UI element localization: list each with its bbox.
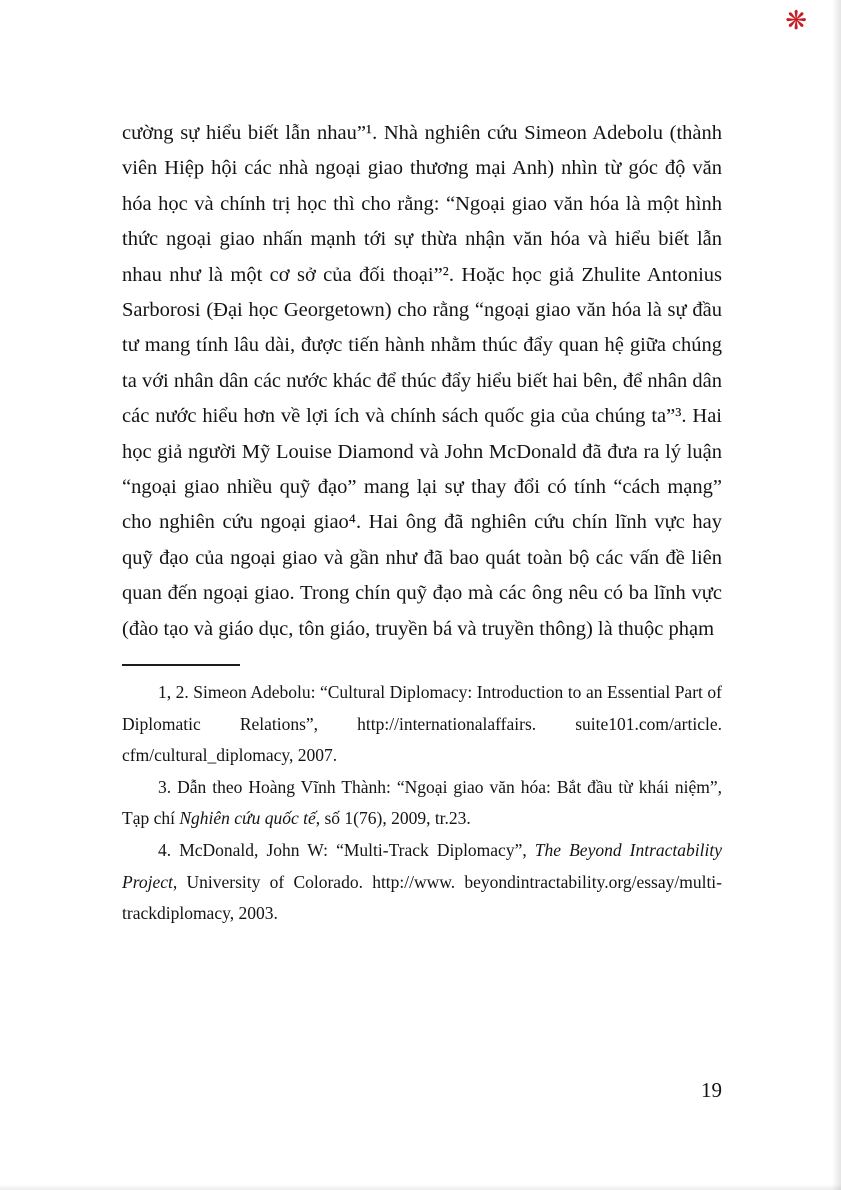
footnote-3-journal-title: Nghiên cứu quốc tế — [179, 808, 316, 829]
page-number: 19 — [701, 1078, 722, 1102]
footnote-4-text: 4. McDonald, John W: “Multi-Track Diplomacy”, — [158, 840, 535, 861]
footnote-4-tail: , University of Colorado. http://www. beyondintractability.org/essay/multi-trackdiplomacy, 2003. — [122, 871, 722, 924]
footnote-3-tail: , số 1(76), 2009, tr.23. — [315, 808, 471, 829]
footnote-1-2-text: 1, 2. Simeon Adebolu: “Cultural Diplomacy: Introduction to an Essential Part of Diplomatic Relations”, http://internationalaffairs. suite101.com/article. cfm/cultural_diplomacy, 2007. — [122, 682, 722, 766]
text-column — [122, 116, 722, 930]
footnote-4 — [122, 835, 722, 930]
flower-ornament-icon: ❋ — [785, 6, 807, 36]
page-edge-shadow-right — [832, 0, 841, 1190]
footnotes-block — [122, 677, 722, 930]
footnote-separator — [122, 664, 240, 666]
footnote-1-2 — [122, 677, 722, 772]
footnote-4-project-title: The Beyond Intractability Project — [122, 840, 722, 892]
page-edge-shadow-bottom — [0, 1184, 841, 1190]
body-paragraph: cường sự hiểu biết lẫn nhau”¹. Nhà nghiên cứu Simeon Adebolu (thành viên Hiệp hội các nhà ngoại giao thương mại Anh) nhìn từ góc độ văn hóa học và chính trị học thì cho rằng: “Ngoại giao văn hóa là một hình thức ngoại giao nhấn mạnh tới sự thừa nhận văn hóa và hiểu biết lẫn nhau như là một cơ sở của đối thoại”². Hoặc học giả Zhulite Antonius Sarborosi (Đại học Georgetown) cho rằng “ngoại giao văn hóa là sự đầu tư mang tính lâu dài, được tiến hành nhằm thúc đẩy quan hệ giữa chúng ta với nhân dân các nước khác để thúc đẩy hiểu biết hai bên, để nhân dân các nước hiểu hơn về lợi ích và chính sách quốc gia của chúng ta”³. Hai học giả người Mỹ Louise Diamond và John McDonald đã đưa ra lý luận “ngoại giao nhiều quỹ đạo” mang lại sự thay đổi có tính “cách mạng” cho nghiên cứu ngoại giao⁴. Hai ông đã nghiên cứu chín lĩnh vực hay quỹ đạo của ngoại giao và gần như đã bao quát toàn bộ các vấn đề liên quan đến ngoại giao. Trong chín quỹ đạo mà các ông nêu có ba lĩnh vực (đào tạo và giáo dục, tôn giáo, truyền bá và truyền thông) là thuộc phạm — [122, 122, 722, 640]
footnote-3 — [122, 772, 722, 835]
footnote-3-text: 3. Dẫn theo Hoàng Vĩnh Thành: “Ngoại giao văn hóa: Bắt đầu từ khái niệm”, Tạp chí — [122, 776, 722, 829]
